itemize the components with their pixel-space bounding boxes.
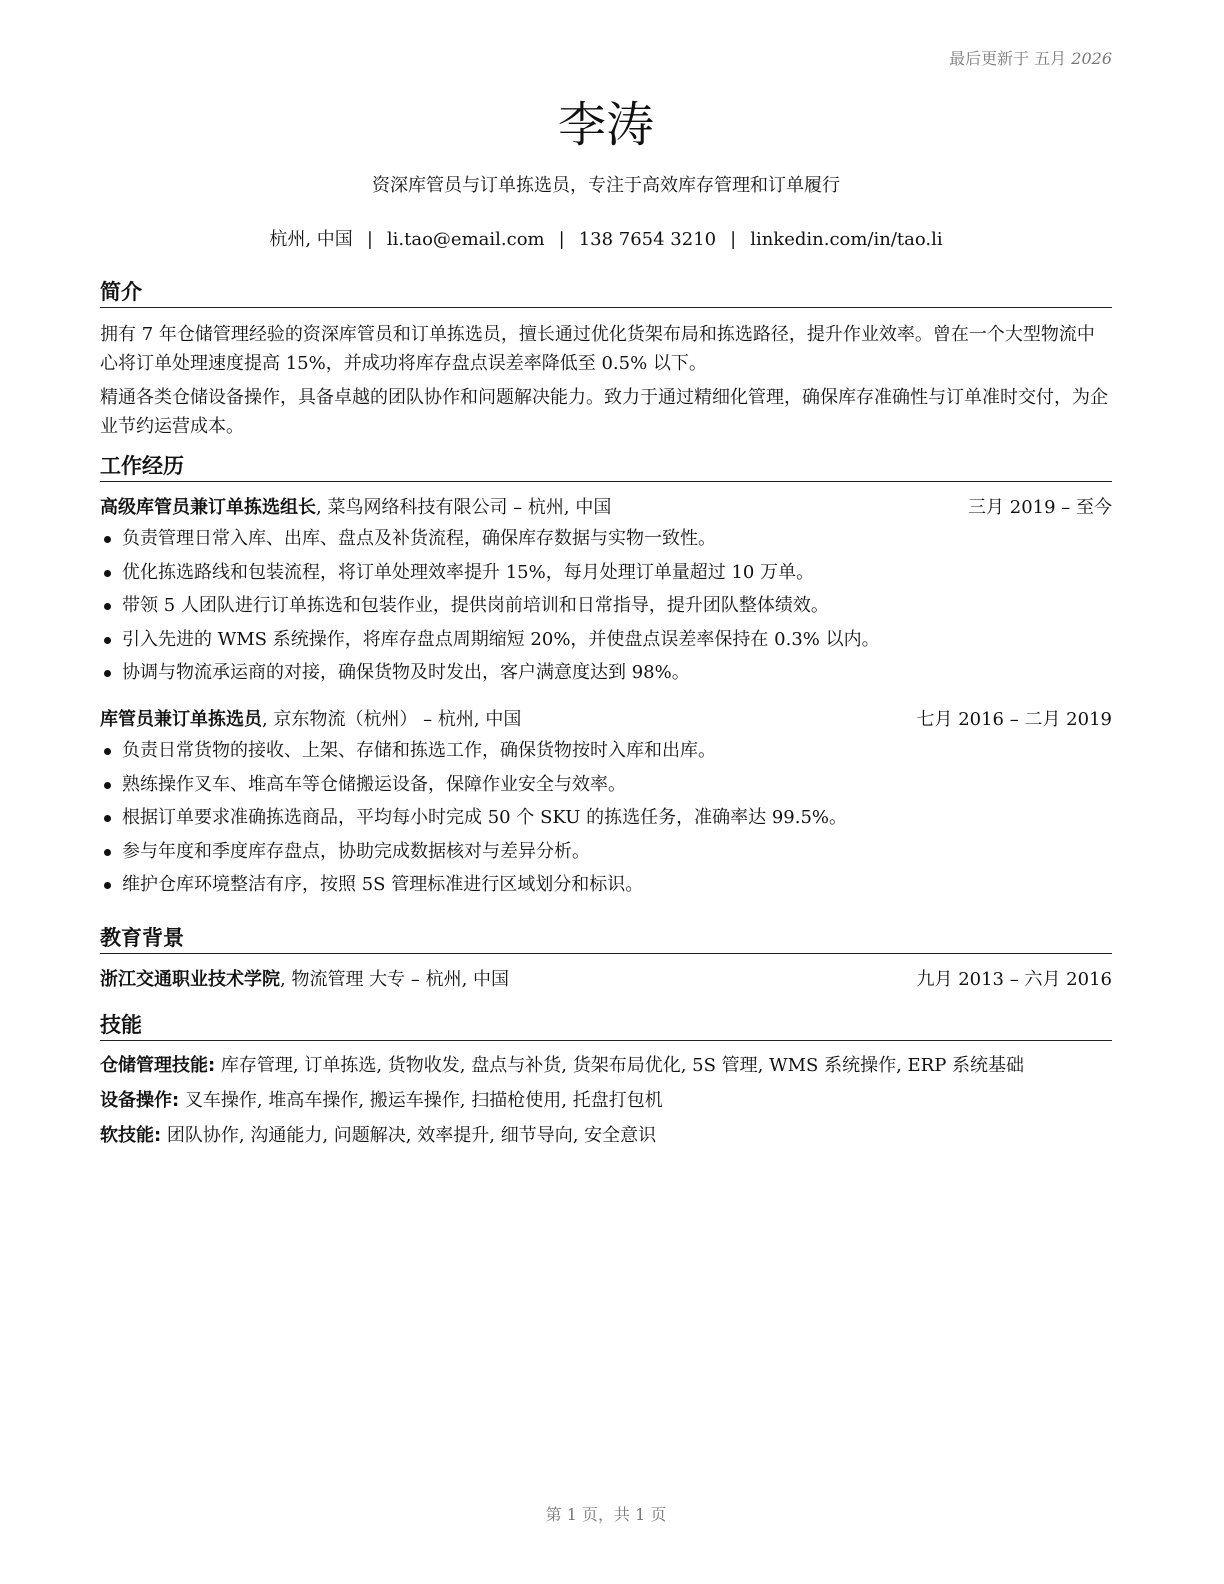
job-bullet: 根据订单要求准确拣选商品，平均每小时完成 50 个 SKU 的拣选任务，准确率达 99.5%。 [100, 801, 1112, 835]
last-updated [949, 46, 1112, 69]
resume-page [100, 0, 1112, 1584]
summary-section [100, 277, 1112, 441]
section-title-summary: 简介 [100, 277, 1112, 308]
job-dates: 七月 2016 – 二月 2019 [916, 708, 1112, 730]
job-bullets [100, 522, 1112, 690]
contact-separator: | [558, 229, 565, 250]
contact-separator: | [730, 229, 737, 250]
job-bullet: 优化拣选路线和包装流程，将订单处理效率提升 15%，每月处理订单量超过 10 万单。 [100, 556, 1112, 590]
contact-email[interactable]: li.tao@email.com [386, 229, 545, 250]
job-dates: 三月 2019 – 至今 [968, 497, 1112, 518]
last-updated-label: 最后更新于 五月 [949, 49, 1067, 68]
education-detail: , 物流管理 大专 – 杭州, 中国 [280, 969, 510, 990]
skill-label: 设备操作: [100, 1090, 180, 1111]
job-bullets [100, 734, 1112, 902]
job-title: 库管员兼订单拣选员 [100, 708, 262, 730]
job-bullet: 负责管理日常入库、出库、盘点及补货流程，确保库存数据与实物一致性。 [100, 522, 1112, 556]
page-number: 第 1 页，共 1 页 [545, 1505, 667, 1524]
contact-line [100, 225, 1112, 251]
job-bullet: 维护仓库环境整洁有序，按照 5S 管理标准进行区域划分和标识。 [100, 868, 1112, 902]
contact-phone: 138 7654 3210 [578, 229, 717, 250]
education-section [100, 923, 1112, 994]
skill-row [100, 1083, 1112, 1118]
skill-value: 库存管理, 订单拣选, 货物收发, 盘点与补货, 货架布局优化, 5S 管理, WMS 系统操作, ERP 系统基础 [215, 1055, 1025, 1076]
skill-value: 叉车操作, 堆高车操作, 搬运车操作, 扫描枪使用, 托盘打包机 [179, 1090, 663, 1111]
skill-value: 团队协作, 沟通能力, 问题解决, 效率提升, 细节导向, 安全意识 [161, 1125, 657, 1146]
section-title-experience: 工作经历 [100, 451, 1112, 482]
education-entry [100, 966, 1112, 994]
job-bullet: 熟练操作叉车、堆高车等仓储搬运设备，保障作业安全与效率。 [100, 768, 1112, 802]
section-title-education: 教育背景 [100, 923, 1112, 954]
experience-section [100, 451, 1112, 902]
skill-label: 仓储管理技能: [100, 1055, 216, 1076]
skills-section [100, 1010, 1112, 1153]
section-title-skills: 技能 [100, 1010, 1112, 1041]
contact-linkedin[interactable]: linkedin.com/in/tao.li [750, 229, 943, 250]
job-bullet: 带领 5 人团队进行订单拣选和包装作业，提供岗前培训和日常指导，提升团队整体绩效。 [100, 589, 1112, 623]
job-header [100, 494, 1112, 522]
job-title: 高级库管员兼订单拣选组长 [100, 497, 316, 518]
skill-row [100, 1118, 1112, 1153]
job-entry [100, 706, 1112, 902]
job-org: , 京东物流（杭州） – 杭州, 中国 [262, 708, 522, 730]
job-header [100, 706, 1112, 734]
tagline: 资深库管员与订单拣选员，专注于高效库存管理和订单履行 [372, 175, 840, 196]
job-entry [100, 494, 1112, 690]
candidate-name: 李涛 [557, 97, 654, 153]
job-bullet: 负责日常货物的接收、上架、存储和拣选工作，确保货物按时入库和出库。 [100, 734, 1112, 768]
education-school: 浙江交通职业技术学院 [100, 969, 280, 990]
job-bullet: 协调与物流承运商的对接，确保货物及时发出，客户满意度达到 98%。 [100, 656, 1112, 690]
summary-paragraph: 精通各类仓储设备操作，具备卓越的团队协作和问题解决能力。致力于通过精细化管理，确保库存准确性与订单准时交付，为企业节约运营成本。 [100, 387, 1108, 437]
contact-separator: | [366, 229, 373, 250]
education-dates: 九月 2013 – 六月 2016 [916, 969, 1112, 990]
skill-row [100, 1048, 1112, 1083]
job-bullet: 引入先进的 WMS 系统操作，将库存盘点周期缩短 20%，并使盘点误差率保持在 0.3% 以内。 [100, 623, 1112, 657]
skill-label: 软技能: [100, 1125, 162, 1146]
last-updated-year: 2026 [1071, 49, 1112, 68]
summary-paragraph: 拥有 7 年仓储管理经验的资深库管员和订单拣选员，擅长通过优化货架布局和拣选路径，提升作业效率。曾在一个大型物流中心将订单处理速度提高 15%，并成功将库存盘点误差率降低至 0.5% 以下。 [100, 324, 1095, 374]
job-org: , 菜鸟网络科技有限公司 – 杭州, 中国 [316, 497, 612, 518]
job-bullet: 参与年度和季度库存盘点，协助完成数据核对与差异分析。 [100, 835, 1112, 869]
contact-location: 杭州, 中国 [269, 229, 353, 250]
